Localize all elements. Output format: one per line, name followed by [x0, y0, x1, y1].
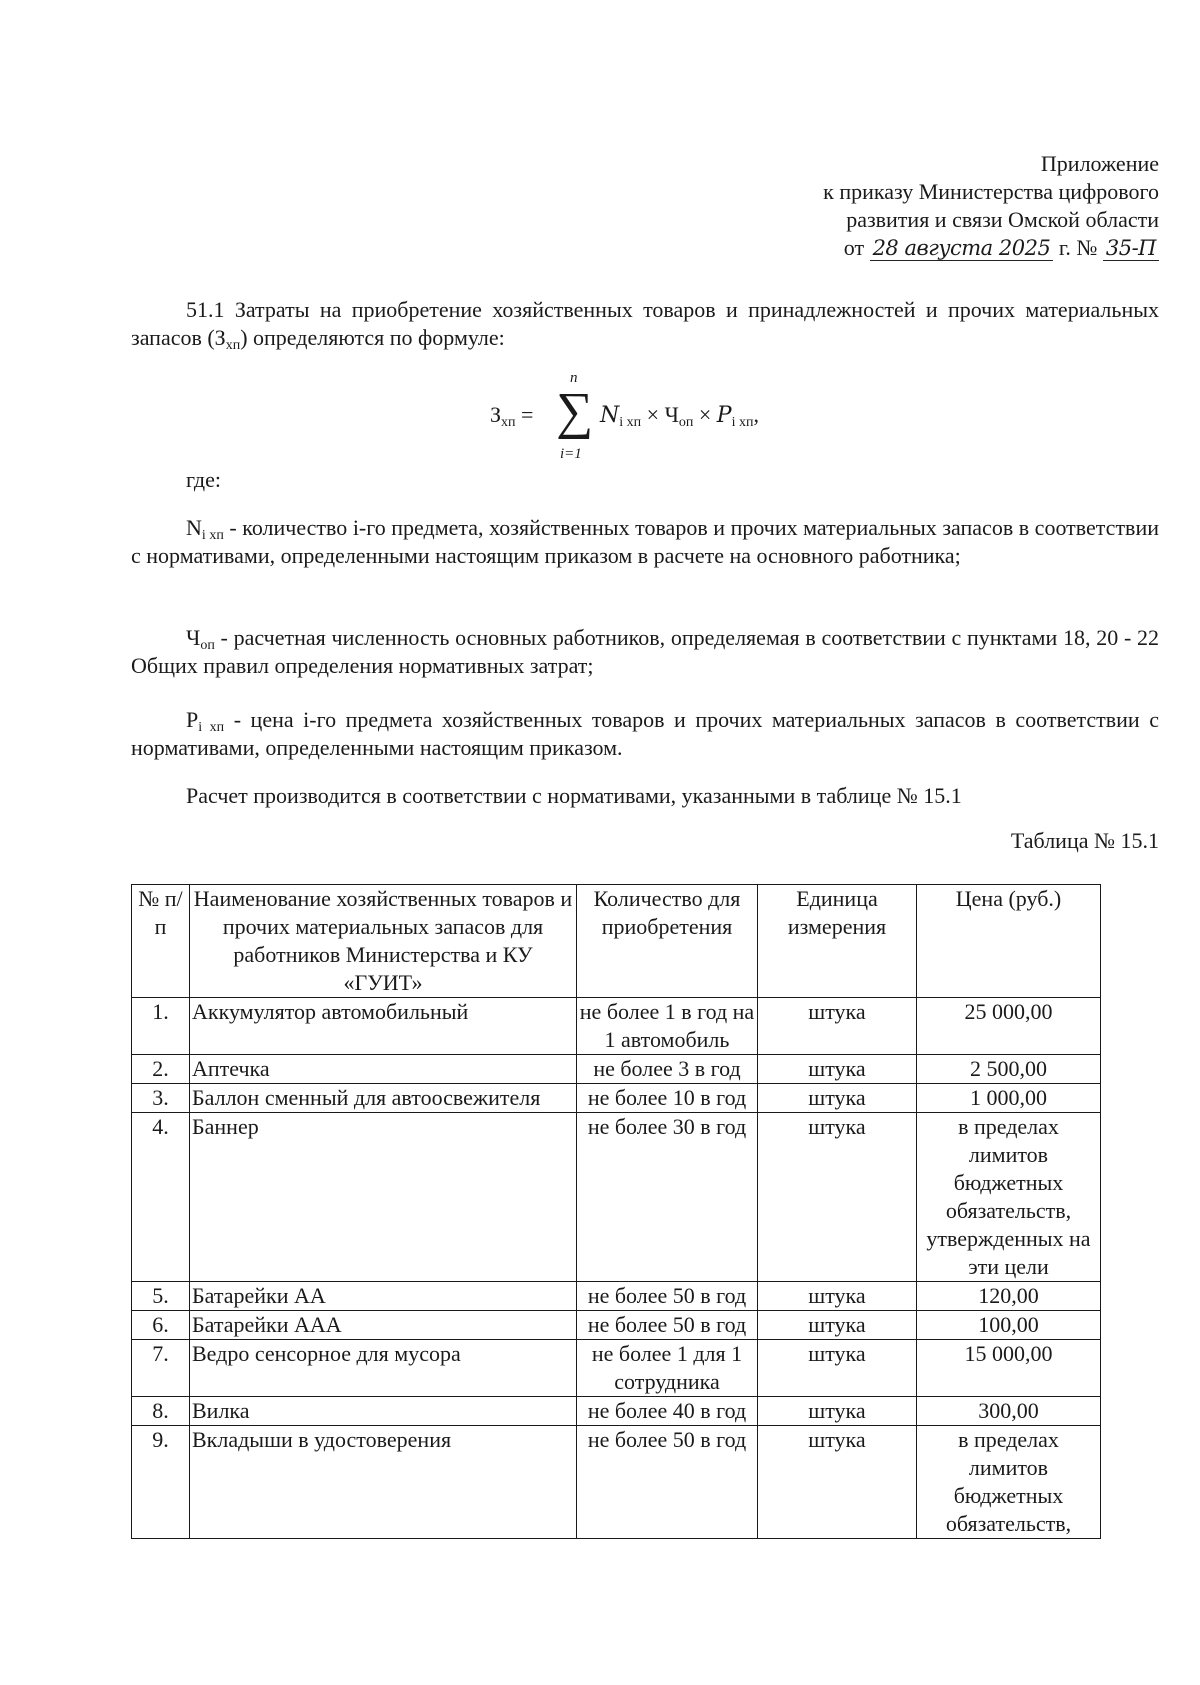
calculation-note: Расчет производится в соответствии с нормативами, указанными в таблице № 15.1	[186, 783, 962, 808]
table-row: 3. Баллон сменный для автоосвежителя не более 10 в год штука 1 000,00	[132, 1084, 1101, 1113]
where-label: где:	[186, 467, 221, 492]
table-row: 4. Баннер не более 30 в год штука в пределах лимитов бюджетных обязательств, утвержденных на эти цели	[132, 1113, 1101, 1282]
header-name: Наименование хозяйственных товаров и прочих материальных запасов для работников Министерства и КУ «ГУИТ»	[190, 885, 577, 998]
table-row: 5. Батарейки АА не более 50 в год штука 120,00	[132, 1282, 1101, 1311]
header-number: № п/п	[132, 885, 190, 998]
intro-paragraph: 51.1 Затраты на приобретение хозяйственных товаров и принадлежностей и прочих материальных запасов $(З_{хп})$ определяются по формуле:	[131, 297, 1159, 353]
appendix-title: Приложение	[1040, 151, 1159, 176]
appendix-line-3: развития и связи Омской области	[846, 207, 1159, 232]
table-row: 6. Батарейки ААА не более 50 в год штука 100,00	[132, 1311, 1101, 1340]
formula-lhs: $З_{хп}$ =	[490, 402, 534, 430]
table-row: 1. Аккумулятор автомобильный не более 1 в год на 1 автомобиль штука 25 000,00	[132, 998, 1101, 1055]
number-prefix: г. №	[1058, 235, 1098, 260]
table-row: 8. Вилка не более 40 в год штука 300,00	[132, 1397, 1101, 1426]
date-prefix: от	[843, 235, 865, 260]
definition-ch: $Ч_{оп}$ - расчетная численность основных работников, определяемая в соответствии с пунктами 18, 20 - 22 Общих правил определения нормативных затрат;	[131, 625, 1159, 678]
table-header-row	[132, 885, 1101, 998]
handwritten-date: 28 августа 2025	[870, 236, 1054, 261]
sum-lower-limit: i=1	[560, 446, 582, 462]
norms-table	[131, 884, 1101, 1539]
definition-p: $P_{i хп}$ - цена i-го предмета хозяйственных товаров и прочих материальных запасов в соответствии с нормативами, определенными настоящим приказом.	[131, 707, 1159, 760]
appendix-date-line	[823, 234, 1159, 262]
table-caption: Таблица № 15.1	[1010, 828, 1159, 853]
formula-rhs: $N_{i хп} \times Ч_{оп} \times P_{i хп}$,	[600, 402, 759, 430]
definition-n: $N_{i хп}$ - количество i-го предмета, хозяйственных товаров и прочих материальных запасов в соответствии с нормативами, определенными настоящим приказом в расчете на основного работника;	[131, 515, 1159, 568]
table-row: 9. Вкладыши в удостоверения не более 50 в год штука в пределах лимитов бюджетных обязательств,	[132, 1426, 1101, 1539]
appendix-line-2: к приказу Министерства цифрового	[823, 179, 1159, 204]
table-row: 2. Аптечка не более 3 в год штука 2 500,00	[132, 1055, 1101, 1084]
sum-sign: ∑	[556, 383, 594, 440]
cost-formula	[490, 370, 820, 470]
header-price: Цена (руб.)	[917, 885, 1101, 998]
handwritten-number: 35-П	[1103, 236, 1159, 261]
sum-upper-limit: n	[570, 370, 578, 386]
header-quantity: Количество для приобретения	[577, 885, 758, 998]
header-unit: Единица измерения	[758, 885, 917, 998]
appendix-header	[823, 150, 1159, 262]
table-row: 7. Ведро сенсорное для мусора не более 1 для 1 сотрудника штука 15 000,00	[132, 1340, 1101, 1397]
